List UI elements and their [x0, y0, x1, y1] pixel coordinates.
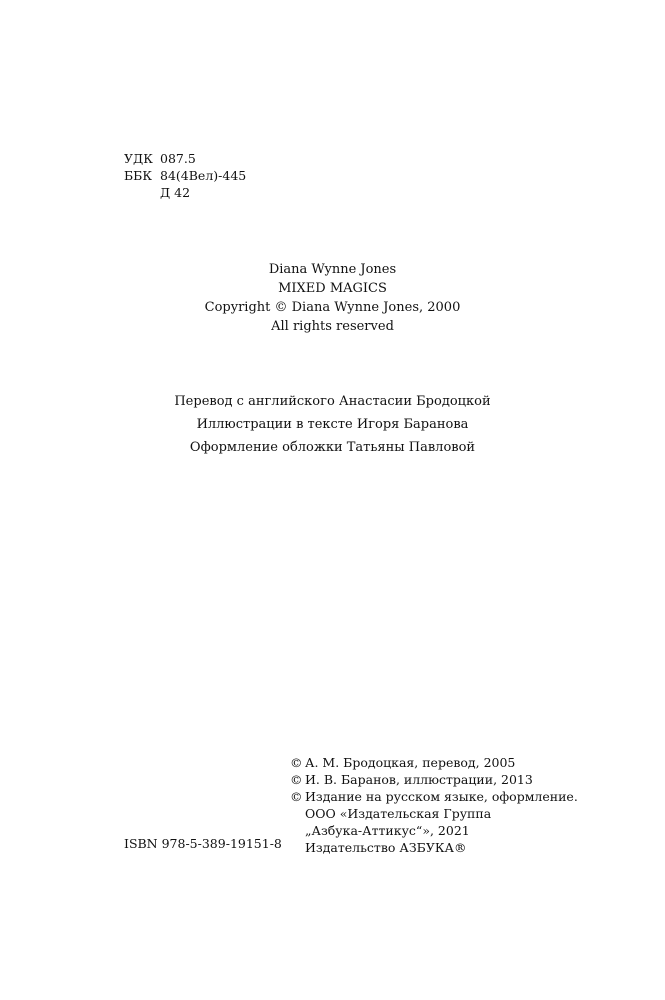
publisher-line: ООО «Издательская Группа — [305, 806, 492, 821]
original-title: MIXED MAGICS — [278, 281, 387, 296]
credits-block — [0, 390, 665, 459]
copyright-symbol: © — [290, 755, 303, 770]
author-mark-row — [124, 184, 246, 201]
cover-credit: Оформление обложки Татьяны Павловой — [189, 440, 476, 455]
copyright-symbol: © — [290, 789, 303, 804]
illustrations-credit: Иллюстрации в тексте Игоря Баранова — [196, 417, 469, 432]
udk-value: 087.5 — [160, 151, 196, 166]
copyright-text: Издание на русском языке, оформление. — [305, 789, 578, 804]
bbk-label: ББК — [124, 168, 153, 183]
isbn: ISBN 978-5-389-19151-8 — [124, 836, 282, 851]
bbk-row — [124, 167, 246, 184]
classification-block — [124, 150, 246, 201]
copyright-text: И. В. Баранов, иллюстрации, 2013 — [305, 772, 533, 787]
rights-reserved: All rights reserved — [271, 319, 394, 334]
copyright-line — [290, 754, 578, 771]
copyright-line — [290, 788, 578, 805]
copyright-symbol: © — [290, 772, 303, 787]
bbk-value: 84(4Вел)-445 — [160, 168, 247, 183]
copyrights-block — [290, 754, 578, 856]
copyright-line — [290, 771, 578, 788]
original-copyright: Copyright © Diana Wynne Jones, 2000 — [204, 300, 461, 315]
translation-credit: Перевод с английского Анастасии Бродоцкой — [174, 394, 491, 409]
publisher-line: Издательство АЗБУКА® — [305, 840, 467, 855]
author-mark: Д 42 — [160, 185, 191, 200]
original-edition-block — [0, 260, 665, 336]
udk-row — [124, 150, 246, 167]
udk-label: УДК — [124, 151, 153, 166]
copyright-text: А. М. Бродоцкая, перевод, 2005 — [305, 755, 516, 770]
original-author: Diana Wynne Jones — [268, 262, 397, 277]
publisher-line: „Азбука-Аттикус“», 2021 — [305, 823, 470, 838]
